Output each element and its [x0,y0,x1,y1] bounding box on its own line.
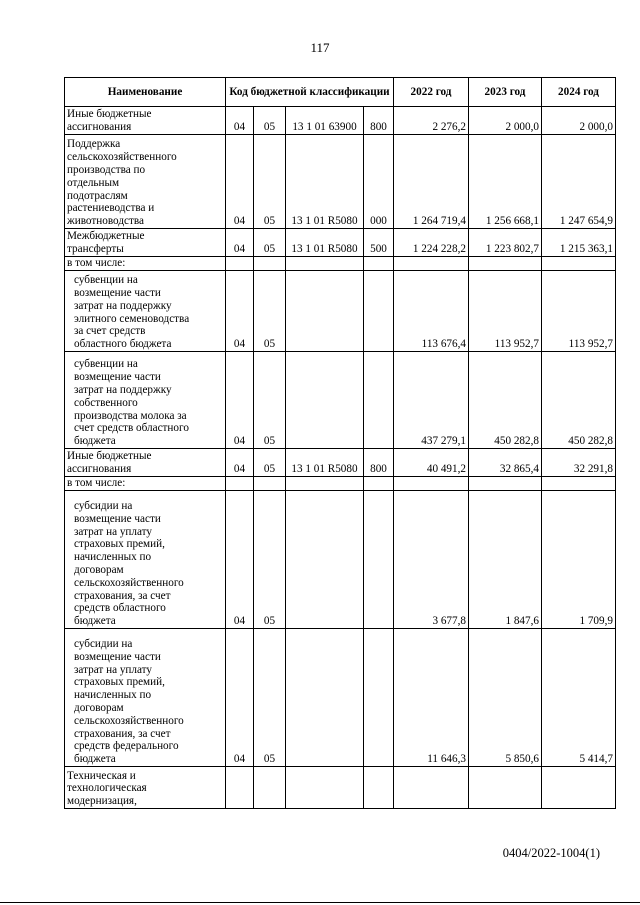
cell-2023: 1 223 802,7 [469,229,542,257]
cell-2022: 113 676,4 [394,271,469,352]
cell-2024: 32 291,8 [542,449,616,477]
cell-2023: 113 952,7 [469,271,542,352]
cell-expense-type [364,491,394,629]
cell-name: Иные бюджетные ассигнования [65,449,226,477]
cell-expense-type: 800 [364,107,394,135]
table-row [65,107,616,135]
cell-2022: 11 646,3 [394,629,469,767]
cell-2022: 1 264 719,4 [394,135,469,229]
cell-subsection: 05 [254,491,286,629]
cell-2022: 3 677,8 [394,491,469,629]
cell-expense-type [364,629,394,767]
table-row [65,257,616,271]
table-row [65,767,616,809]
page-number: 117 [310,40,330,55]
header-code: Код бюджетной классификации [226,78,394,107]
cell-expense-type [364,257,394,271]
cell-2022 [394,477,469,491]
cell-target-article: 13 1 01 63900 [286,107,364,135]
cell-2024: 5 414,7 [542,629,616,767]
table-row [65,271,616,352]
cell-target-article: 13 1 01 R5080 [286,229,364,257]
cell-section: 04 [226,107,254,135]
cell-name: Иные бюджетные ассигнования [65,107,226,135]
cell-2024: 2 000,0 [542,107,616,135]
cell-2022: 40 491,2 [394,449,469,477]
table-row [65,629,616,767]
header-name: Наименование [65,78,226,107]
cell-2023: 450 282,8 [469,352,542,449]
header-2022: 2022 год [394,78,469,107]
cell-subsection: 05 [254,107,286,135]
cell-target-article [286,491,364,629]
cell-expense-type: 500 [364,229,394,257]
cell-2024: 1 709,9 [542,491,616,629]
cell-section: 04 [226,135,254,229]
cell-2022: 2 276,2 [394,107,469,135]
cell-2023 [469,477,542,491]
cell-name: в том числе: [65,257,226,271]
cell-subsection [254,477,286,491]
cell-name: субсидии на возмещение части затрат на уплату страховых премий, начисленных по договорам сельскохозяйственного страхования, за счет средств федерального бюджета [65,629,226,767]
cell-section: 04 [226,491,254,629]
cell-target-article [286,271,364,352]
document-code: 0404/2022-1004(1) [502,846,600,860]
cell-subsection [254,257,286,271]
cell-expense-type [364,271,394,352]
table-row [65,477,616,491]
cell-2023: 5 850,6 [469,629,542,767]
table-row [65,352,616,449]
table-row [65,229,616,257]
cell-2022: 437 279,1 [394,352,469,449]
cell-2023: 1 256 668,1 [469,135,542,229]
cell-2022 [394,767,469,809]
cell-target-article: 13 1 01 R5080 [286,135,364,229]
cell-section: 04 [226,352,254,449]
cell-2024: 1 215 363,1 [542,229,616,257]
cell-expense-type: 000 [364,135,394,229]
table-body [65,107,616,809]
header-2024: 2024 год [542,78,616,107]
cell-2023 [469,257,542,271]
cell-target-article [286,477,364,491]
cell-section: 04 [226,271,254,352]
cell-2024: 113 952,7 [542,271,616,352]
cell-subsection: 05 [254,352,286,449]
cell-name: субвенции на возмещение части затрат на поддержку элитного семеноводства за счет средств областного бюджета [65,271,226,352]
cell-expense-type [364,767,394,809]
cell-target-article [286,629,364,767]
cell-subsection: 05 [254,229,286,257]
cell-target-article [286,352,364,449]
cell-2024 [542,257,616,271]
cell-name: субвенции на возмещение части затрат на поддержку собственного производства молока за счет средств областного бюджета [65,352,226,449]
cell-subsection [254,767,286,809]
cell-subsection: 05 [254,449,286,477]
table-row [65,491,616,629]
cell-section [226,767,254,809]
cell-section [226,477,254,491]
cell-name: субсидии на возмещение части затрат на уплату страховых премий, начисленных по договорам сельскохозяйственного страхования, за счет средств областного бюджета [65,491,226,629]
cell-section: 04 [226,449,254,477]
cell-subsection: 05 [254,135,286,229]
cell-2023 [469,767,542,809]
cell-2023: 32 865,4 [469,449,542,477]
cell-2023: 2 000,0 [469,107,542,135]
cell-section [226,257,254,271]
cell-2024 [542,767,616,809]
cell-expense-type [364,477,394,491]
cell-expense-type [364,352,394,449]
cell-2022 [394,257,469,271]
cell-2024 [542,477,616,491]
cell-2024: 450 282,8 [542,352,616,449]
table-header-row [65,78,616,107]
bottom-rule [0,902,640,903]
cell-2022: 1 224 228,2 [394,229,469,257]
cell-section: 04 [226,229,254,257]
cell-target-article [286,257,364,271]
cell-name: Поддержка сельскохозяйственного производства по отдельным подотраслям растениеводства и животноводства [65,135,226,229]
budget-table [64,77,616,809]
cell-name: Межбюджетные трансферты [65,229,226,257]
header-2023: 2023 год [469,78,542,107]
cell-subsection: 05 [254,271,286,352]
table-row [65,135,616,229]
table-row [65,449,616,477]
cell-2024: 1 247 654,9 [542,135,616,229]
cell-section: 04 [226,629,254,767]
cell-target-article: 13 1 01 R5080 [286,449,364,477]
cell-subsection: 05 [254,629,286,767]
cell-name: в том числе: [65,477,226,491]
cell-expense-type: 800 [364,449,394,477]
cell-name: Техническая и технологическая модернизация, [65,767,226,809]
cell-2023: 1 847,6 [469,491,542,629]
cell-target-article [286,767,364,809]
